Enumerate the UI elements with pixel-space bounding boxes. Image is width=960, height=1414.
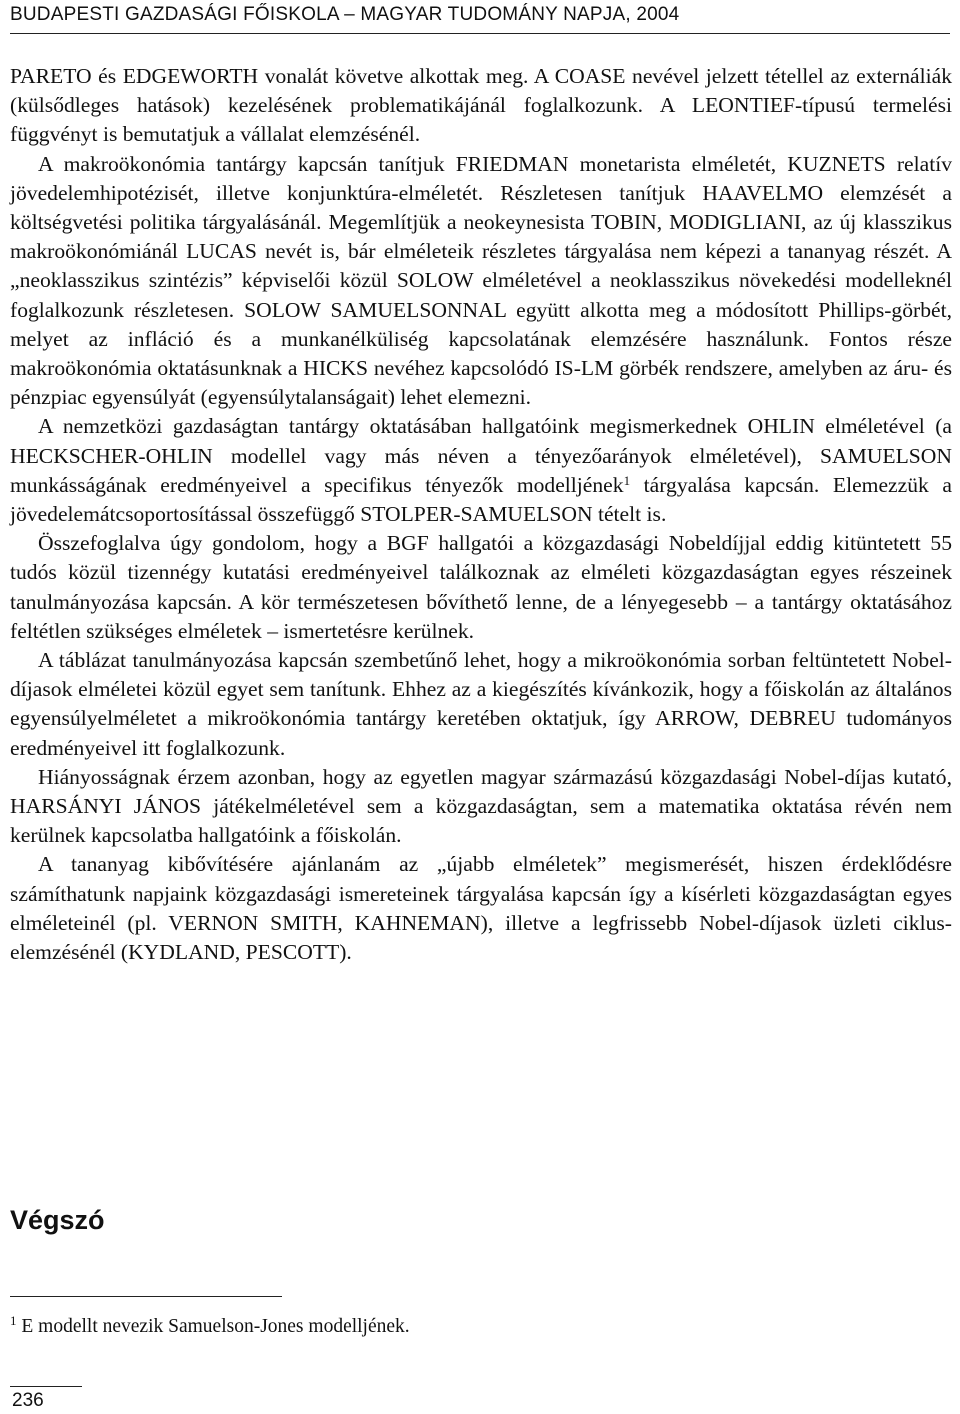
paragraph-5: A táblázat tanulmányozása kapcsán szembetűnő lehet, hogy a mikroökonómia sorban feltüntetett Nobel-díjasok elméletei közül egyet sem tanítunk. Ehhez az a kiegészítés kívánkozik, hogy a főiskolán az általános egyensúlyelméletet a mikroökonómia tantárgy keretében oktatjuk, így ARROW, DEBREU tudományos eredményeivel itt foglalkozunk. <box>10 648 952 760</box>
paragraph-3-part-1: A nemzetközi gazdaságtan tantárgy oktatásában hallgatóink megismerkednek OHLIN elméletével (a HECKSCHER-OHLIN modellel vagy más néven a tényezőarányok elméletével), SAMUELSON munkásságának eredményeivel a specifikus tényezők modelljének <box>10 414 952 497</box>
paragraph-6: Hiányosságnak érzem azonban, hogy az egyetlen magyar származású közgazdasági Nobel-díjas kutató, HARSÁNYI JÁNOS játékelméletével sem a közgazdaságtan, sem a matematika oktatása révén nem kerülnek kapcsolatba hallgatóink a főiskolán. <box>10 764 952 848</box>
paragraph-3 <box>10 412 952 529</box>
paragraph-4: Összefoglalva úgy gondolom, hogy a BGF hallgatói a közgazdasági Nobeldíjjal eddig kitüntetett 55 tudós közül tizennégy kutatási eredményeivel találkoznak az elméleti közgazdaságtan egyes részeinek tanulmányozása kapcsán. A kör természetesen bővíthető lenne, de a lényegesebb – a tantárgy oktatásához feltétlen szükséges elméletek – ismertetésre kerülnek. <box>10 531 952 643</box>
section-heading: Végszó <box>10 1205 105 1235</box>
footnote <box>10 1313 410 1338</box>
running-header: BUDAPESTI GAZDASÁGI FŐISKOLA – MAGYAR TUDOMÁNY NAPJA, 2004 <box>10 4 950 34</box>
page-number-divider <box>10 1386 82 1387</box>
page-number: 236 <box>12 1390 44 1411</box>
footnote-number: 1 <box>10 1313 17 1328</box>
paragraph-1: PARETO és EDGEWORTH vonalát követve alkottak meg. A COASE nevével jelzett tétellel az externáliák (külsődleges hatások) kezelésének problematikájánál foglalkozunk. A LEONTIEF-típusú termelési függvényt is bemutatjuk a vállalat elemzésénél. <box>10 64 952 147</box>
footnote-reference[interactable]: 1 <box>623 472 631 488</box>
body-text <box>10 62 952 967</box>
footnote-divider <box>10 1296 282 1297</box>
paragraph-7: A tananyag kibővítésére ajánlanám az „újabb elméletek” megismerését, hiszen érdeklődésre számíthatunk napjaink közgazdasági ismereteinek tárgyalása kapcsán így a kísérleti közgazdaságtan egyes elméleteinél (pl. VERNON SMITH, KAHNEMAN), illetve a legfrissebb Nobel-díjasok üzleti ciklus-elemzésénél (KYDLAND, PESCOTT). <box>10 852 952 965</box>
footnote-text: E modellt nevezik Samuelson-Jones modelljének. <box>16 1316 410 1337</box>
paragraph-3-part-2: tárgyalása kapcsán. Elemezzük a jövedelemátcsoportosítással összefüggő STOLPER-SAMUELSON tételt is. <box>10 472 952 527</box>
paragraph-2: A makroökonómia tantárgy kapcsán tanítjuk FRIEDMAN monetarista elméletét, KUZNETS relatív jövedelemhipotézisét, illetve konjunktúra-elméletét. Részletesen tanítjuk HAAVELMO elemzését a költségvetési politika tárgyalásánál. Megemlítjük a neokeynesista TOBIN, MODIGLIANI, az új klasszikus makroökonómiánál LUCAS nevét is, bár elméleteik részletes tárgyalása nem képezi a tananyag részét. A „neoklasszikus szintézis” képviselői közül SOLOW elméletével a neoklasszikus növekedési modelleknél foglalkozunk részletesen. SOLOW SAMUELSONNAL együtt alkotta meg a módosított Phillips-görbét, melyet az infláció és a munkanélküliség kapcsolatának elemzésére használunk. Fontos része makroökonómia oktatásunknak a HICKS nevéhez kapcsolódó IS-LM görbék rendszere, amelyben az áru- és pénzpiac egyensúlyát (egyensúlytalanságait) lehet elemezni. <box>10 151 952 410</box>
